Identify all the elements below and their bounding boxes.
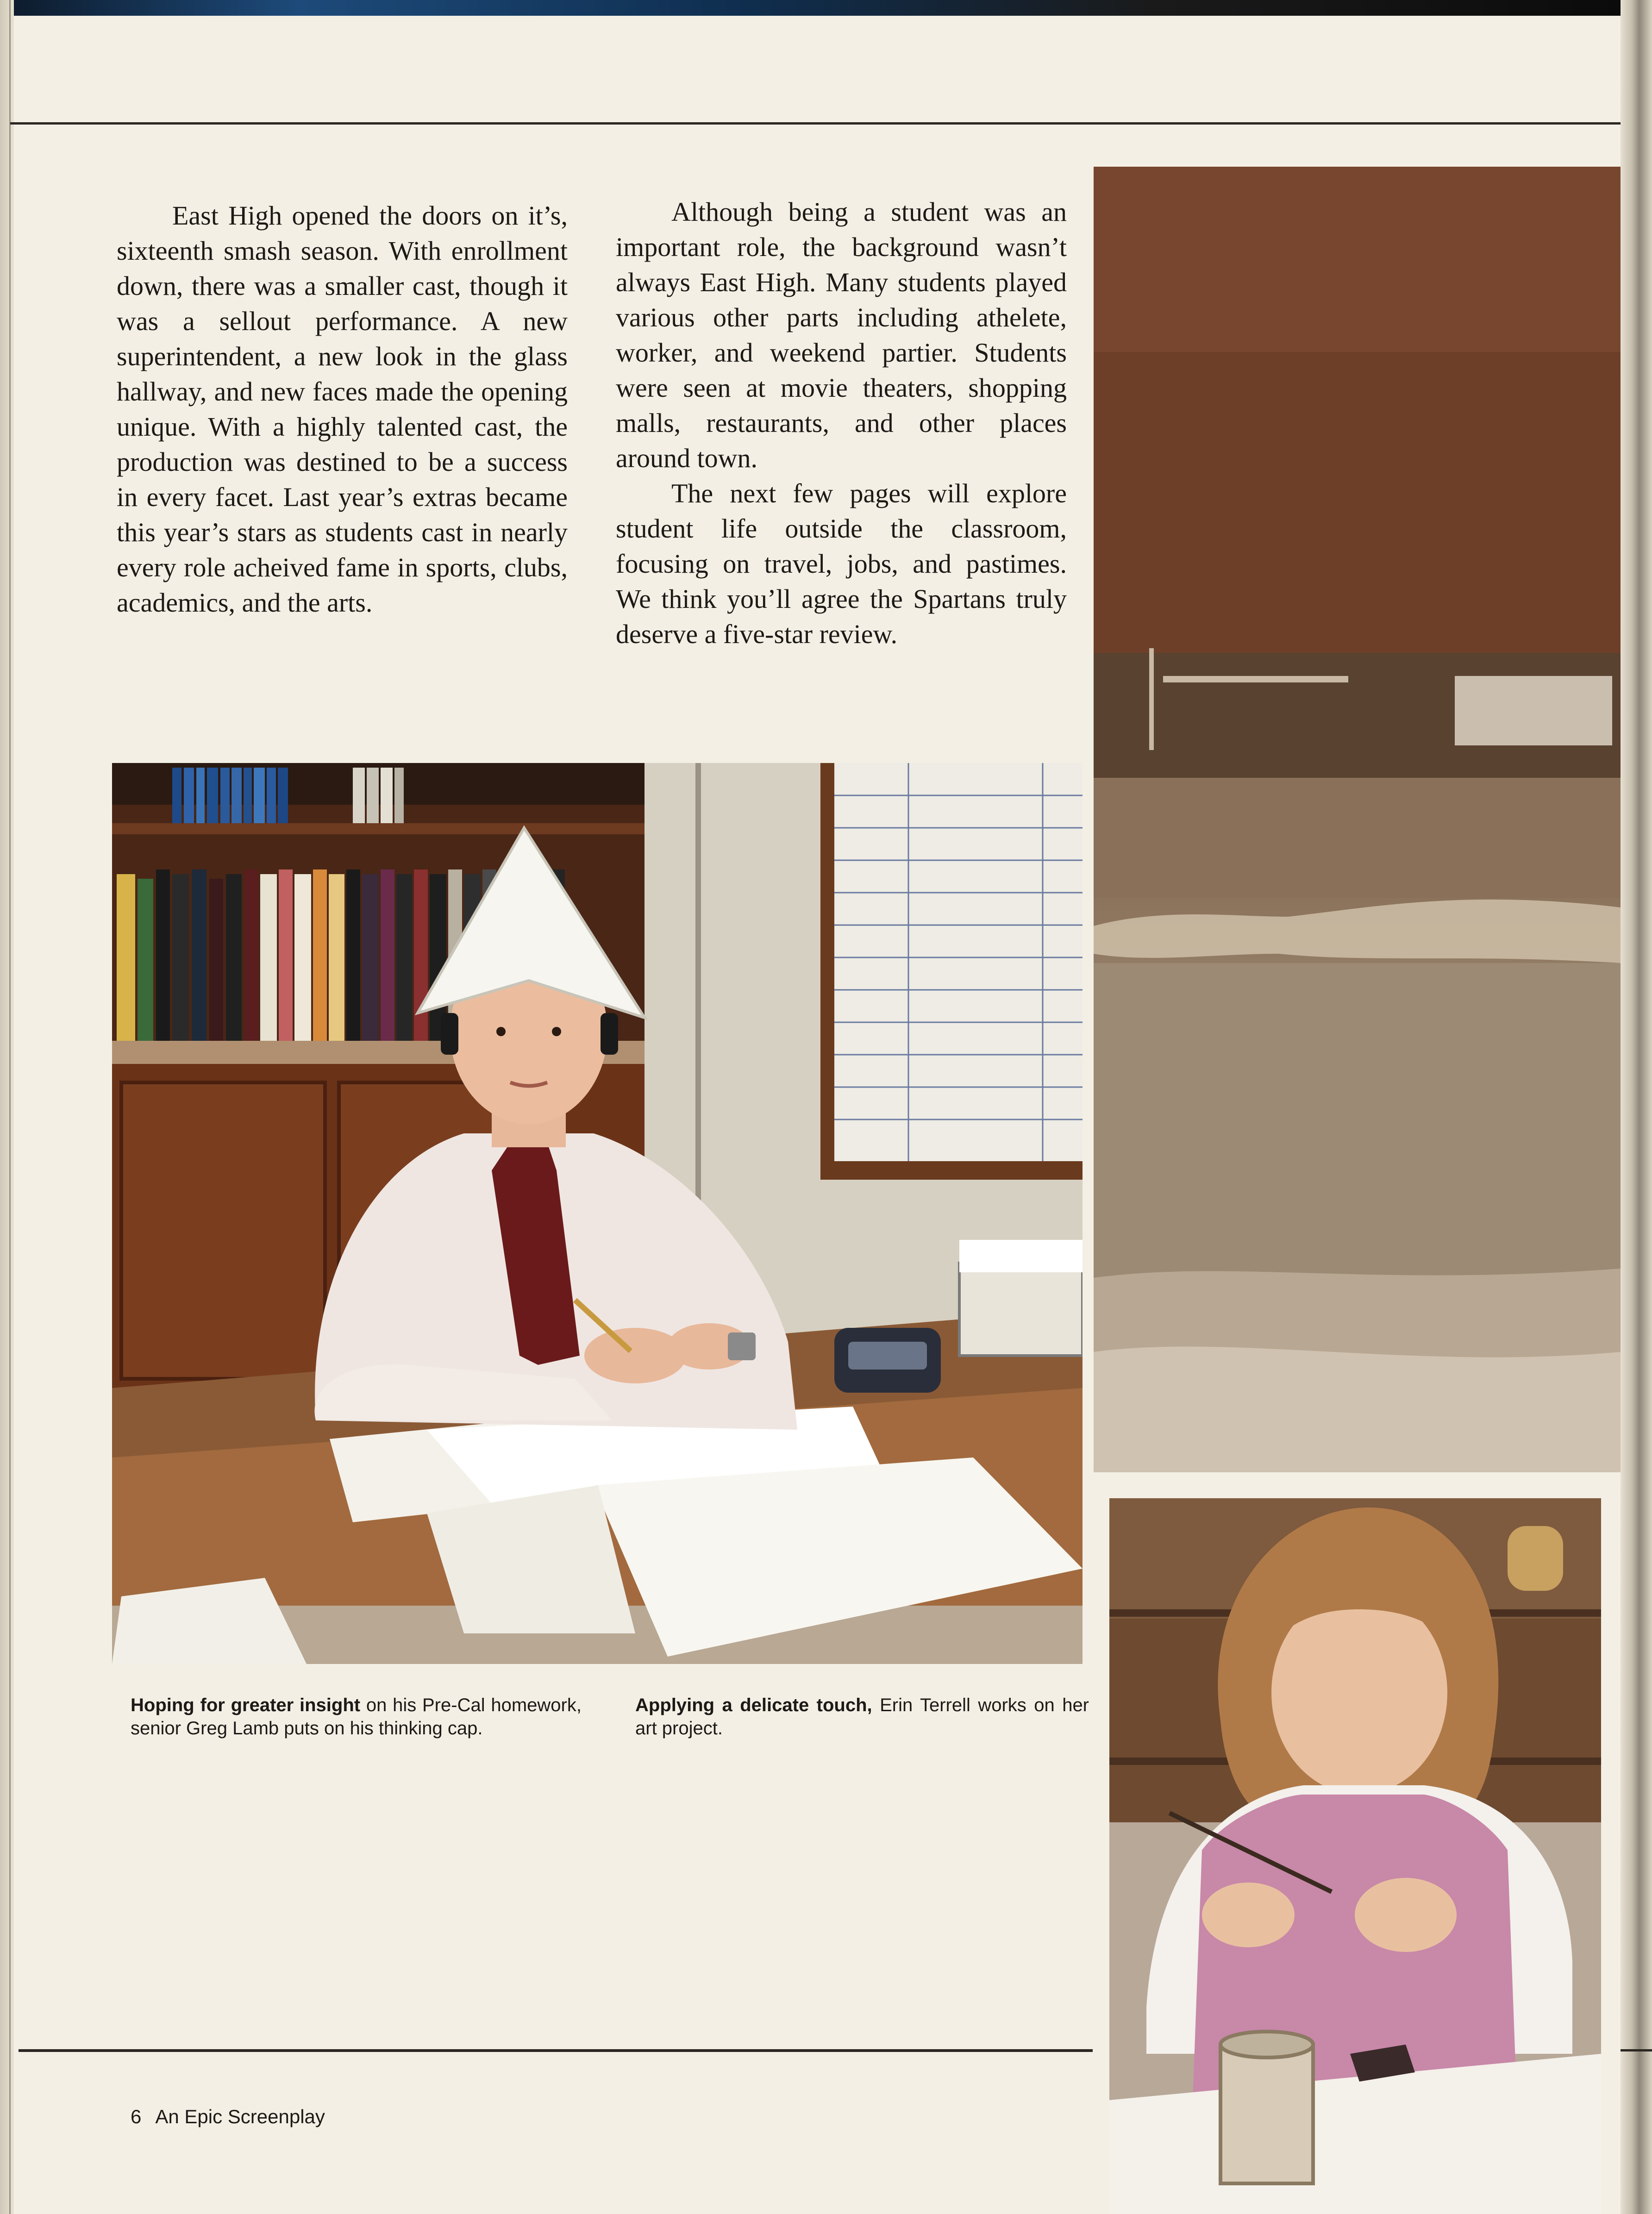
caption-lead: Hoping for greater insight: [131, 1695, 361, 1715]
body-paragraph: Although being a student was an important role, the background wasn’t always East High. Many students played various other parts including athelete, worker, and weekend partier. Students were seen at movie theaters, shopping malls, restaurants, and other places around town.: [616, 197, 1067, 473]
section-title: An Epic Screenplay: [155, 2106, 325, 2127]
caption-desk-photo: [131, 1694, 582, 1740]
body-paragraph: East High opened the doors on it’s, sixteenth smash season. With enrollment down, there was a smaller cast, though it was a sellout performance. A new superintendent, a new look in the glass hallway, and new faces made the opening unique. With a highly talented cast, the production was destined to be a success in every facet. Last year’s extras became this year’s stars as students cast in nearly every role acheived fame in sports, clubs, academics, and the arts.: [117, 200, 568, 618]
caption-text: on his Pre-Cal homework, senior Greg Lamb puts on his thinking cap.: [131, 1695, 582, 1739]
photo-lake-wake-illustration: [1094, 167, 1621, 1472]
body-column-right: [616, 194, 1067, 652]
photo-lake-wake: [1094, 167, 1621, 1472]
page-footer: [131, 2106, 325, 2128]
body-column-left: [117, 198, 568, 620]
top-rule: [10, 122, 1621, 125]
page-gutter-fold: [1621, 0, 1652, 2214]
page-left-edge-line: [9, 0, 11, 2214]
photo-art-project-illustration: [1109, 1498, 1601, 2214]
photo-art-project: [1109, 1498, 1601, 2214]
caption-art-photo: [635, 1694, 1089, 1740]
bottom-rule: [19, 2049, 1093, 2052]
photo-student-desk: [112, 763, 1083, 1664]
page-left-edge: [0, 0, 14, 2214]
caption-text: Erin Terrell works on her art project.: [635, 1695, 1089, 1739]
bottom-rule-right: [1621, 2049, 1652, 2051]
photo-student-desk-illustration: [112, 763, 1083, 1664]
page-top-edge: [0, 0, 1652, 16]
page-number: 6: [131, 2106, 142, 2127]
body-paragraph: The next few pages will explore student life outside the classroom, focusing on travel, jobs, and pastimes. We think you’ll agree the Spartans truly deserve a five-star review.: [616, 478, 1067, 649]
caption-lead: Applying a delicate touch,: [635, 1695, 872, 1715]
